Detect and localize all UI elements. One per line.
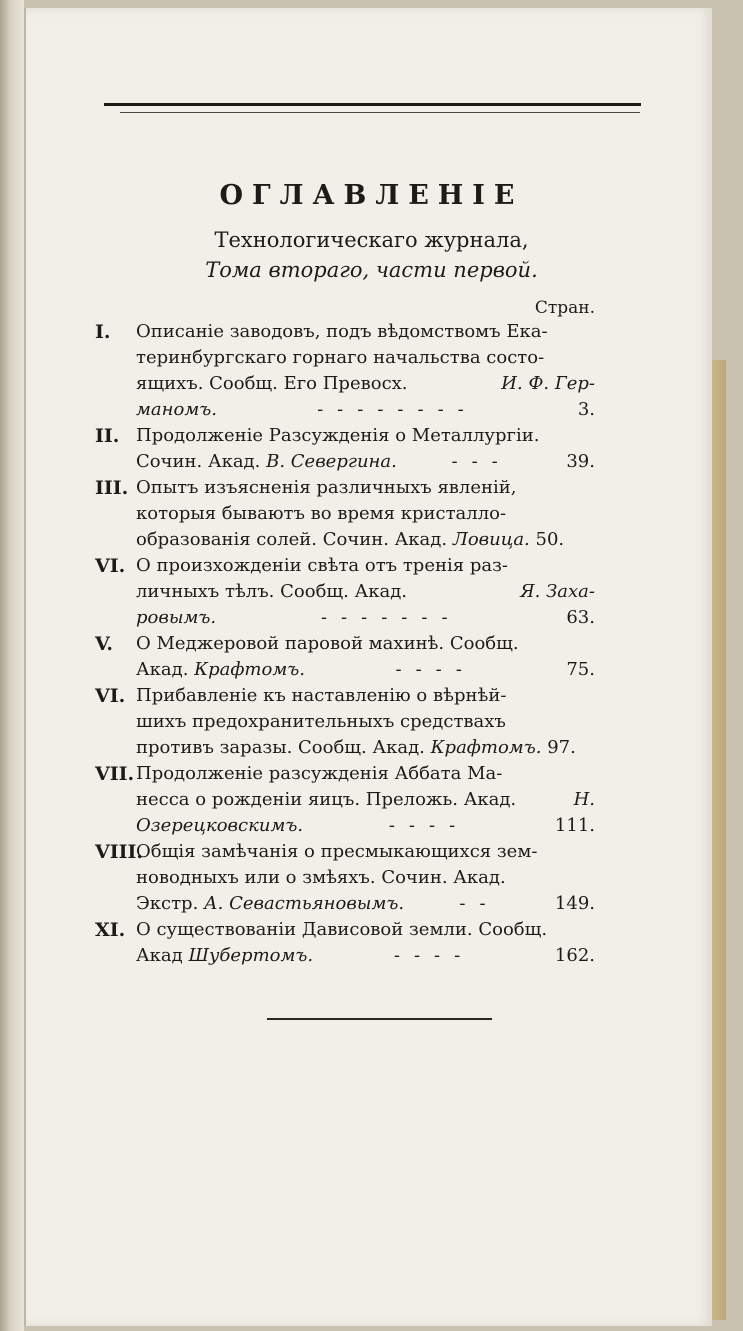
leader-dashes: --- (451, 451, 512, 472)
entry-number: II. (95, 425, 120, 447)
entry-line: Продолженіе разсужденія Аббата Ма- (136, 763, 503, 784)
entry-last-line: Акад. Крафтомъ. ---- 75. (136, 657, 595, 683)
page-number: 63. (566, 607, 595, 628)
pages-column-label: Стран. (534, 298, 595, 318)
entry-line: Продолженіе Разсужденія о Металлургіи. (136, 425, 540, 446)
entry-line: несса о рожденіи яицъ. Преложь. Акад. Н. (136, 789, 595, 810)
entry-line: шихъ предохранительныхъ средствахъ (136, 711, 506, 732)
entry-line: Описаніе заводовъ, подъ вѣдомствомъ Ека- (136, 321, 548, 342)
entry-number: VIII. (95, 841, 144, 863)
entry-last-line: маномъ. -------- 3. (136, 397, 595, 423)
entry-last-line: образованія солей. Сочин. Акад. Ловица. 50. (136, 527, 595, 553)
entry-number: XI. (95, 919, 126, 941)
toc-entries (95, 319, 595, 969)
leader-dashes: -- (459, 893, 500, 914)
entry-last-line: Экстр. А. Севастьяновымъ. -- 149. (136, 891, 595, 917)
entry-line: личныхъ тѣлъ. Сообщ. Акад. Я. Заха- (136, 581, 595, 602)
bottom-rule (267, 1018, 492, 1020)
entry-last-line: ровымъ. ------- 63. (136, 605, 595, 631)
leader-dashes: ------- (320, 607, 462, 628)
toc-entry (95, 631, 595, 683)
entry-number: VII. (95, 763, 135, 785)
entry-line: новодныхъ или о змѣяхъ. Сочин. Акад. (136, 867, 506, 888)
toc-entry (95, 683, 595, 761)
page-number: 97. (547, 737, 576, 758)
toc-entry (95, 761, 595, 839)
entry-line: Опытъ изъясненія различныхъ явленій, (136, 477, 517, 498)
leader-dashes: ---- (393, 945, 475, 966)
page-number: 162. (554, 945, 595, 966)
entry-line: ящихъ. Сообщ. Его Превосх. И. Ф. Гер- (136, 373, 595, 394)
entry-last-line: противъ заразы. Сообщ. Акад. Крафтомъ. 97. (136, 735, 595, 761)
volume-subtitle: Тома втораго, части первой. (205, 258, 538, 282)
entry-line: теринбургскаго горнаго начальства состо- (136, 347, 545, 368)
leader-dashes: -------- (317, 399, 478, 420)
entry-line: О существованіи Дависовой земли. Сообщ. (136, 919, 548, 940)
leader-dashes: ---- (395, 659, 476, 680)
entry-line: которыя бываютъ во время кристалло- (136, 503, 507, 524)
entry-number: I. (95, 321, 111, 343)
entry-last-line: Сочин. Акад. В. Севергина. --- 39. (136, 449, 595, 475)
toc-entry (95, 319, 595, 423)
page-number: 149. (554, 893, 595, 914)
entry-number: III. (95, 477, 129, 499)
page-number: 50. (535, 529, 565, 550)
journal-subtitle: Технологическаго журнала, (214, 228, 529, 252)
page-number: 39. (566, 451, 595, 472)
top-ornamental-rule (104, 103, 641, 106)
entry-line: Общія замѣчанія о пресмыкающихся зем- (136, 841, 538, 862)
entry-number: VI. (95, 555, 126, 577)
toc-entry (95, 839, 595, 917)
entry-last-line: Акад Шубертомъ. ---- 162. (136, 943, 595, 969)
entry-number: V. (95, 633, 114, 655)
toc-entry (95, 917, 595, 969)
entry-line: О произхожденіи свѣта отъ тренія раз- (136, 555, 508, 576)
entry-line: Прибавленіе къ наставленію о вѣрнѣй- (136, 685, 507, 706)
toc-entry (95, 553, 595, 631)
top-thin-rule (120, 112, 640, 113)
entry-line: О Меджеровой паровой махинѣ. Сообщ. (136, 633, 519, 654)
page-number: 111. (554, 815, 595, 836)
entry-last-line: Озерецковскимъ. ---- 111. (136, 813, 595, 839)
entry-number: VI. (95, 685, 126, 707)
page-number: 3. (577, 399, 595, 420)
page-title: ОГЛАВЛЕНІЕ (219, 180, 524, 211)
leader-dashes: ---- (388, 815, 470, 836)
toc-entry (95, 475, 595, 553)
toc-entry (95, 423, 595, 475)
page-number: 75. (566, 659, 595, 680)
